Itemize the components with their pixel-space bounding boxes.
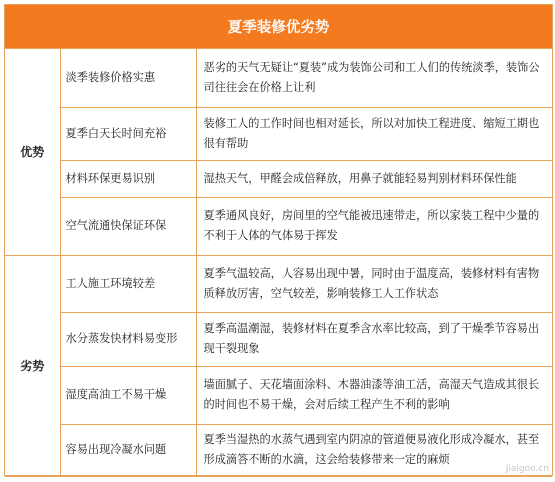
item-cell: 水分蒸发快材料易变形 [60, 312, 196, 366]
desc-cell: 夏季当湿热的水蒸气遇到室内阴凉的管道便易液化形成冷凝水，甚至形成滴答不断的水滴，这会给装修带来一定的麻烦 [196, 424, 552, 476]
item-cell: 淡季装修价格实惠 [60, 49, 196, 107]
category-disadvantages: 劣势 [5, 255, 60, 476]
desc-cell: 夏季气温较高，人容易出现中暑，同时由于温度高，装修材料有害物质释放厉害，空气较差，影响装修工人工作状态 [196, 255, 552, 312]
table-row [5, 49, 552, 107]
item-cell: 空气流通快保证环保 [60, 197, 196, 255]
desc-cell: 夏季通风良好，房间里的空气能被迅速带走，所以家装工程中少量的不利于人体的气体易于挥发 [196, 197, 552, 255]
comparison-table [5, 49, 552, 477]
comparison-sheet [4, 4, 553, 476]
item-cell: 工人施工环境较差 [60, 255, 196, 312]
desc-cell: 夏季高温潮湿，装修材料在夏季含水率比较高，到了干燥季节容易出现干裂现象 [196, 312, 552, 366]
table-row [5, 312, 552, 366]
category-advantages: 优势 [5, 49, 60, 255]
table-title: 夏季装修优劣势 [5, 5, 552, 49]
table-row [5, 366, 552, 424]
desc-cell: 装修工人的工作时间也相对延长，所以对加快工程进度、缩短工期也很有帮助 [196, 107, 552, 160]
item-cell: 夏季白天长时间充裕 [60, 107, 196, 160]
table-row [5, 424, 552, 476]
table-row [5, 107, 552, 160]
watermark: Jiaigoo.cn [505, 464, 549, 474]
desc-cell: 墙面腻子、天花墙面涂料、木器油漆等油工活，高湿天气造成其很长的时间也不易干燥，会对后续工程产生不利的影响 [196, 366, 552, 424]
item-cell: 湿度高油工不易干燥 [60, 366, 196, 424]
table-row [5, 197, 552, 255]
item-cell: 容易出现冷凝水问题 [60, 424, 196, 476]
desc-cell: 湿热天气，甲醛会成倍释放，用鼻子就能轻易判别材料环保性能 [196, 160, 552, 197]
table-row [5, 255, 552, 312]
item-cell: 材料环保更易识别 [60, 160, 196, 197]
table-row [5, 160, 552, 197]
desc-cell: 恶劣的天气无疑让“夏装”成为装饰公司和工人们的传统淡季，装饰公司往往会在价格上让利 [196, 49, 552, 107]
